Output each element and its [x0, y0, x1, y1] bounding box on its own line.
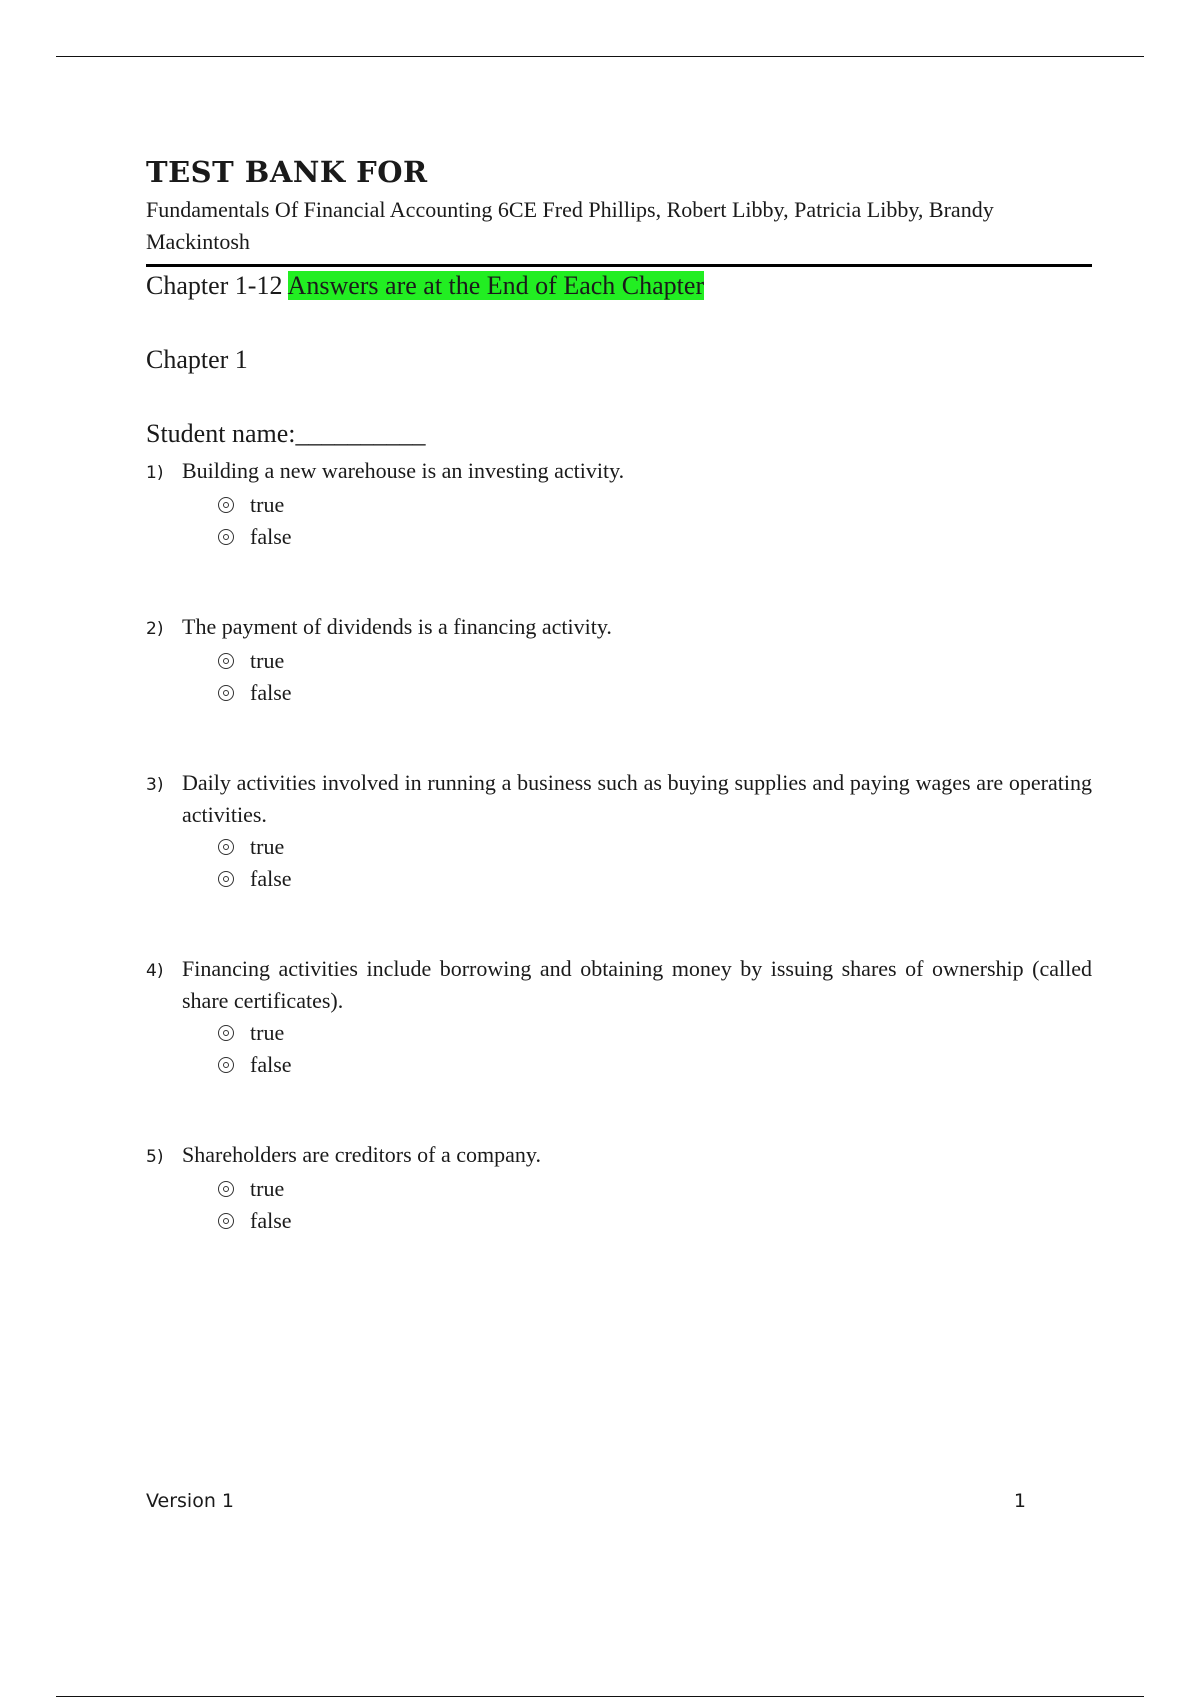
question-text: Financing activities include borrowing and obtaining money by issuing shares of ownership (called share certificates).: [182, 956, 1092, 1013]
page-number: 1: [1013, 1490, 1026, 1512]
radio-icon[interactable]: [218, 1181, 234, 1197]
bottom-rule: [56, 1696, 1144, 1697]
radio-icon[interactable]: [218, 1025, 234, 1041]
option-false[interactable]: [218, 677, 1092, 709]
option-true[interactable]: [218, 1173, 1092, 1205]
question-number: 4): [146, 961, 164, 981]
question-text: Shareholders are creditors of a company.: [182, 1142, 541, 1167]
version-label: Version 1: [146, 1490, 234, 1512]
student-name-label: Student name:__________: [146, 419, 426, 448]
page-content: [146, 150, 1092, 1237]
option-true[interactable]: [218, 1017, 1092, 1049]
chapter-range-line: [146, 269, 1092, 303]
option-false[interactable]: [218, 1049, 1092, 1081]
question-text: Building a new warehouse is an investing activity.: [182, 458, 625, 483]
option-true[interactable]: [218, 489, 1092, 521]
chapter-range: Chapter 1-12: [146, 271, 283, 300]
question-list: [146, 455, 1092, 1237]
option-true[interactable]: [218, 831, 1092, 863]
option-false[interactable]: [218, 863, 1092, 895]
option-label: false: [250, 1052, 292, 1077]
question-2: [146, 611, 1092, 709]
document-title: TEST BANK FOR: [146, 155, 428, 189]
radio-icon[interactable]: [218, 685, 234, 701]
question-number: 1): [146, 463, 164, 483]
question-3: [146, 767, 1092, 895]
option-label: true: [250, 492, 285, 517]
question-text: The payment of dividends is a financing activity.: [182, 614, 612, 639]
option-false[interactable]: [218, 1205, 1092, 1237]
option-label: false: [250, 524, 292, 549]
option-false[interactable]: [218, 521, 1092, 553]
option-true[interactable]: [218, 645, 1092, 677]
option-label: true: [250, 834, 285, 859]
top-rule: [56, 56, 1144, 57]
question-4: [146, 953, 1092, 1081]
radio-icon[interactable]: [218, 497, 234, 513]
option-label: false: [250, 680, 292, 705]
radio-icon[interactable]: [218, 1057, 234, 1073]
question-number: 3): [146, 775, 164, 795]
document-subtitle: Fundamentals Of Financial Accounting 6CE Fred Phillips, Robert Libby, Patricia Libby, Brandy Mackintosh: [146, 194, 1092, 267]
option-label: false: [250, 1208, 292, 1233]
radio-icon[interactable]: [218, 529, 234, 545]
radio-icon[interactable]: [218, 871, 234, 887]
option-label: true: [250, 648, 285, 673]
question-number: 2): [146, 619, 164, 639]
page-footer: [146, 1490, 1026, 1512]
chapter-heading: Chapter 1: [146, 345, 248, 374]
question-number: 5): [146, 1147, 164, 1167]
option-label: true: [250, 1020, 285, 1045]
question-text: Daily activities involved in running a business such as buying supplies and paying wages are operating activities.: [182, 770, 1092, 827]
option-label: false: [250, 866, 292, 891]
radio-icon[interactable]: [218, 839, 234, 855]
radio-icon[interactable]: [218, 653, 234, 669]
answers-note: Answers are at the End of Each Chapter: [287, 271, 705, 300]
radio-icon[interactable]: [218, 1213, 234, 1229]
option-label: true: [250, 1176, 285, 1201]
question-5: [146, 1139, 1092, 1237]
question-1: [146, 455, 1092, 553]
